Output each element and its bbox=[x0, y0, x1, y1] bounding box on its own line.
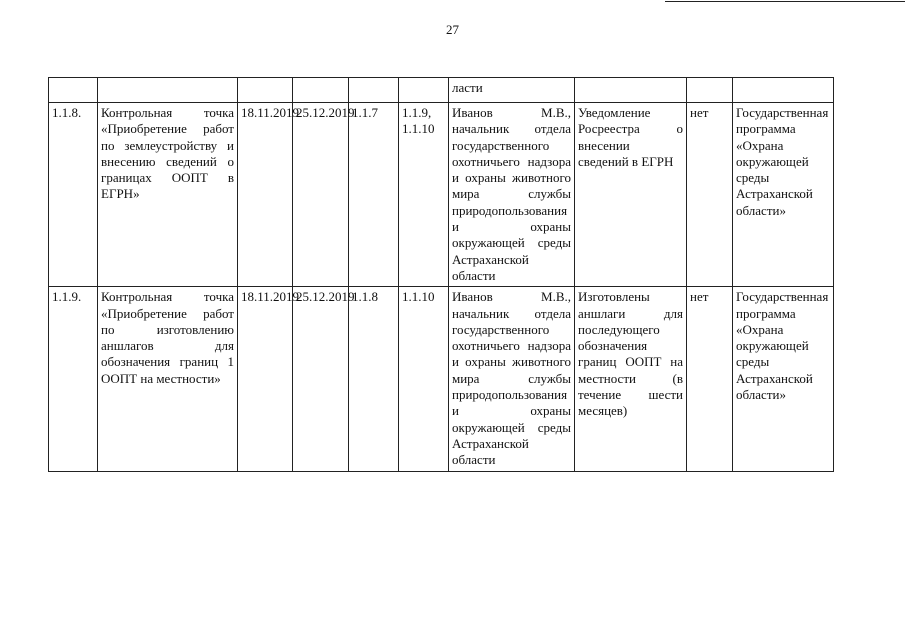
cell-end bbox=[293, 78, 349, 103]
cell-name: Контрольная точка «Приобретение работ по землеустройству и внесению сведений о границах ООПТ в ЕГРН» bbox=[98, 103, 238, 287]
continuation-row bbox=[49, 78, 834, 103]
cell-end: 25.12.2019 bbox=[293, 103, 349, 287]
cell-link: 1.1.8 bbox=[349, 287, 399, 471]
cell-program: Государственная программа «Охрана окружающей среды Астраханской области» bbox=[733, 103, 834, 287]
plan-table bbox=[48, 77, 834, 472]
cell-link bbox=[349, 78, 399, 103]
cell-start bbox=[238, 78, 293, 103]
cell-start: 18.11.2019 bbox=[238, 287, 293, 471]
cell-responsible: ласти bbox=[449, 78, 575, 103]
cell-name bbox=[98, 78, 238, 103]
cell-result: Уведомление Росреестра о внесении сведений в ЕГРН bbox=[575, 103, 687, 287]
cell-deps: 1.1.9, 1.1.10 bbox=[399, 103, 449, 287]
cell-responsible: Иванов М.В., начальник отдела государственного охотничьего надзора и охраны животного мира службы природопользования и охраны окружающей среды Астраханской области bbox=[449, 287, 575, 471]
cell-num bbox=[49, 78, 98, 103]
cell-name: Контрольная точка «Приобретение работ по изготовлению аншлагов для обозначения границ 1 ООПТ на местности» bbox=[98, 287, 238, 471]
cell-program bbox=[733, 78, 834, 103]
table-row bbox=[49, 103, 834, 287]
cell-result bbox=[575, 78, 687, 103]
table-row bbox=[49, 287, 834, 471]
cell-end: 25.12.2019 bbox=[293, 287, 349, 471]
cell-num: 1.1.9. bbox=[49, 287, 98, 471]
cell-program: Государственная программа «Охрана окружающей среды Астраханской области» bbox=[733, 287, 834, 471]
cell-flag: нет bbox=[687, 103, 733, 287]
cell-link: 1.1.7 bbox=[349, 103, 399, 287]
cell-responsible: Иванов М.В., начальник отдела государственного охотничьего надзора и охраны животного мира службы природопользования и охраны окружающей среды Астраханской области bbox=[449, 103, 575, 287]
cell-deps bbox=[399, 78, 449, 103]
cell-result: Изготовлены аншлаги для последующего обозначения границ ООПТ на местности (в течение шести месяцев) bbox=[575, 287, 687, 471]
top-rule bbox=[665, 1, 905, 2]
page-number: 27 bbox=[446, 22, 459, 37]
cell-start: 18.11.2019 bbox=[238, 103, 293, 287]
cell-deps: 1.1.10 bbox=[399, 287, 449, 471]
cell-num: 1.1.8. bbox=[49, 103, 98, 287]
cell-flag bbox=[687, 78, 733, 103]
cell-flag: нет bbox=[687, 287, 733, 471]
